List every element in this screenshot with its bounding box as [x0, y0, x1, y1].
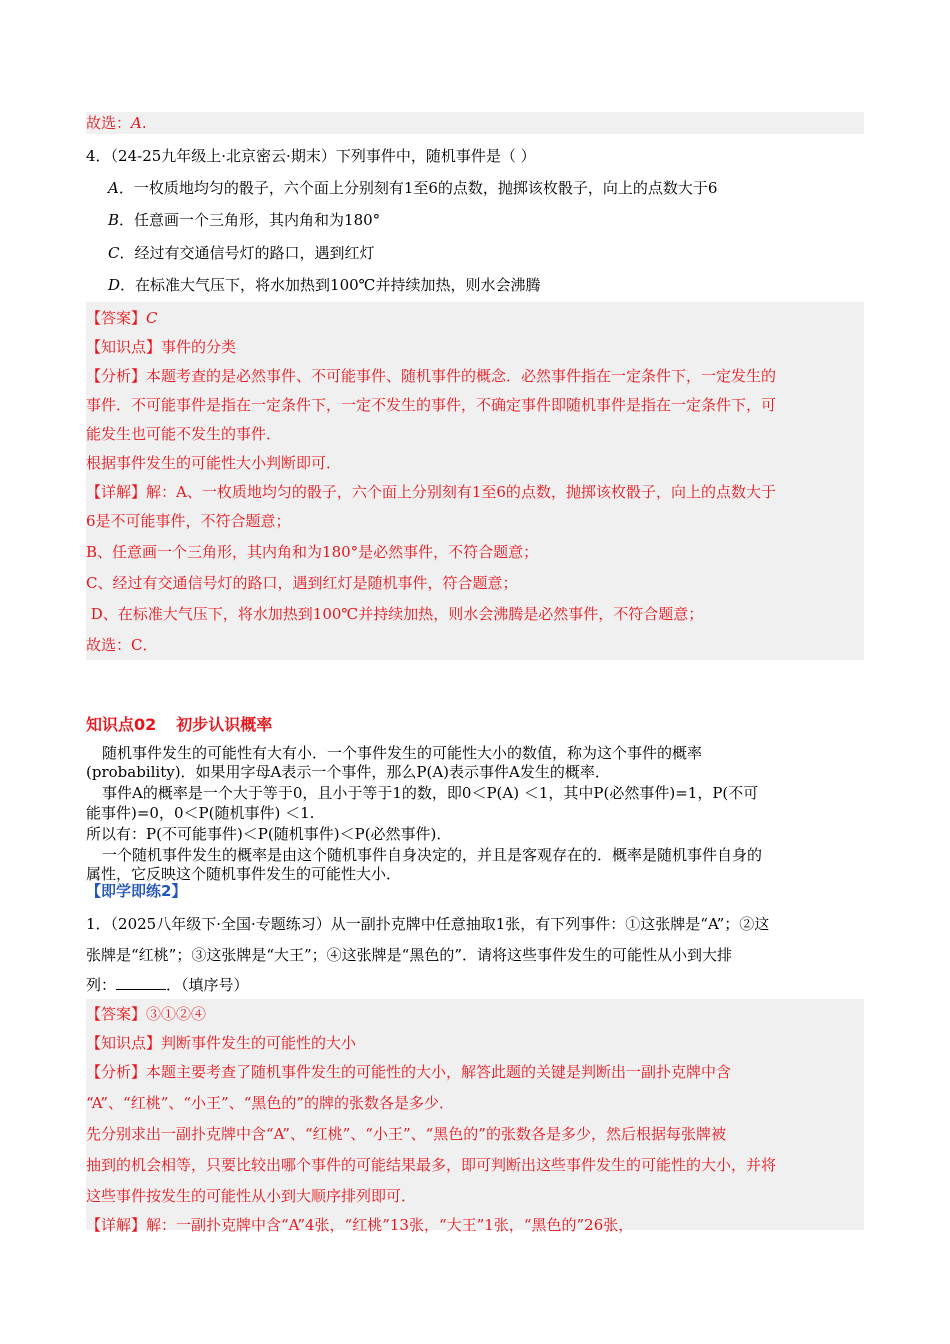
prev-answer-label: 故选： [86, 114, 132, 132]
question-text: 张牌是“红桃”；③这张牌是“大王”；④这张牌是“黑色的”．请将这些事件发生的可能性从小到大排 [86, 946, 733, 964]
kp-value: 事件的分类 [161, 338, 237, 356]
section-paragraph-line: 能事件)=0，0＜P(随机事件) ＜1. [86, 804, 315, 822]
option-a [108, 178, 717, 198]
section-paragraph-line: 所以有：P(不可能事件)＜P(随机事件)＜P(必然事件)． [86, 825, 452, 843]
answer-value: ③①②④ [146, 1005, 207, 1023]
detail-text: D、在标准大气压下，将水加热到100℃并持续加热，则水会沸腾是必然事件，不符合题意； [86, 605, 704, 623]
section-paragraph-line: (probability)．如果用字母A表示一个事件，那么P(A)表示事件A发生的概率． [86, 763, 610, 781]
answer-blank[interactable] [116, 975, 166, 990]
detail-row [86, 1211, 864, 1240]
analysis-label: 【分析】 [86, 1063, 147, 1081]
option-letter: D [108, 276, 121, 294]
kp-label: 【知识点】 [86, 1034, 162, 1052]
question-number: 1． [86, 915, 111, 933]
option-b [108, 210, 380, 230]
answer-label: 【答案】 [86, 309, 147, 327]
answer-label: 【答案】 [86, 1005, 147, 1023]
answer-row [86, 1000, 864, 1029]
option-text: ．任意画一个三角形，其内角和为180° [119, 211, 381, 229]
question-text: ．（填序号） [166, 976, 249, 994]
detail-text: C、经过有交通信号灯的路口，遇到红灯是随机事件，符合题意； [86, 574, 518, 592]
question-1-line [86, 914, 769, 934]
detail-text: 解：A、一枚质地均匀的骰子，六个面上分别刻有1至6的点数，抛掷该枚骰子，向上的点数大于 [146, 483, 776, 501]
option-d [108, 275, 540, 295]
option-letter: A [108, 179, 119, 197]
analysis-text: 事件．不可能事件是指在一定条件下，一定不发生的事件，不确定事件即随机事件是指在一定条件下，可 [86, 396, 777, 414]
detail-label: 【详解】 [86, 1216, 147, 1234]
knowledge-point-row [86, 333, 864, 362]
analysis-label: 【分析】 [86, 367, 147, 385]
answer-row [86, 304, 864, 333]
option-text: ．一枚质地均匀的骰子，六个面上分别刻有1至6的点数，抛掷该枚骰子，向上的点数大于6 [118, 179, 718, 197]
detail-label: 【详解】 [86, 483, 147, 501]
detail-row [86, 478, 864, 507]
analysis-text: 这些事件按发生的可能性从小到大顺序排列即可． [86, 1187, 417, 1205]
option-text: ．在标准大气压下，将水加热到100℃并持续加热，则水会沸腾 [120, 276, 541, 294]
prev-answer-value: A [131, 114, 142, 132]
kp-label: 【知识点】 [86, 338, 162, 356]
analysis-text: “A”、“红桃”、“小王”、“黑色的”的牌的张数各是多少． [86, 1094, 455, 1112]
option-letter: B [108, 211, 120, 229]
option-letter: C [108, 244, 120, 262]
detail-text: 故选：C． [86, 636, 158, 654]
detail-text: 解：一副扑克牌中含“A”4张，“红桃”13张，“大王”1张，“黑色的”26张， [146, 1216, 634, 1234]
section-title-text: 初步认识概率 [176, 715, 273, 734]
question-1-fill-line [86, 975, 249, 995]
answer-value: C [146, 309, 158, 327]
option-text: ．经过有交通信号灯的路口，遇到红灯 [119, 244, 375, 262]
section-paragraph-line: 随机事件发生的可能性有大有小．一个事件发生的可能性大小的数值，称为这个事件的概率 [102, 744, 703, 762]
question-stem: （24-25九年级上·北京密云·期末）下列事件中，随机事件是（ ） [110, 147, 536, 165]
q4-solution [86, 302, 864, 660]
kp-value: 判断事件发生的可能性的大小 [161, 1034, 357, 1052]
question-text: 列： [86, 976, 117, 994]
section-paragraph-line: 属性，它反映这个随机事件发生的可能性大小． [86, 865, 402, 883]
analysis-text: 根据事件发生的可能性大小判断即可． [86, 454, 342, 472]
analysis-text: 本题考查的是必然事件、不可能事件、随机事件的概念．必然事件指在一定条件下，一定发生的 [146, 367, 777, 385]
analysis-row [86, 1058, 864, 1087]
q1-solution [86, 999, 864, 1234]
question-number: 4． [86, 147, 111, 165]
knowledge-point-row [86, 1029, 864, 1058]
option-c [108, 243, 375, 263]
prev-answer-tail: . [141, 114, 147, 132]
analysis-text: 本题主要考查了随机事件发生的可能性的大小，解答此题的关键是判断出一副扑克牌中含 [146, 1063, 732, 1081]
analysis-text: 抽到的机会相等，只要比较出哪个事件的可能结果最多，即可判断出这些事件发生的可能性的大小，并将 [86, 1156, 777, 1174]
practice-label: 【即学即练2】 [86, 882, 187, 900]
section-title [86, 712, 272, 735]
detail-text: B、任意画一个三角形，其内角和为180°是必然事件，不符合题意； [86, 543, 539, 561]
detail-text: 6是不可能事件，不符合题意； [86, 512, 291, 530]
section-paragraph-line: 一个随机事件发生的概率是由这个随机事件自身决定的，并且是客观存在的．概率是随机事件自身的 [102, 846, 763, 864]
analysis-text: 先分别求出一副扑克牌中含“A”、“红桃”、“小王”、“黑色的”的张数各是多少，然后根据每张牌被 [86, 1125, 726, 1143]
section-number: 知识点02 [86, 715, 157, 734]
question-text: （2025八年级下·全国·专题练习）从一副扑克牌中任意抽取1张，有下列事件：①这张牌是“A”；②这 [110, 915, 770, 933]
prev-answer [86, 112, 864, 134]
analysis-row [86, 362, 864, 391]
question-4-stem [86, 146, 536, 166]
analysis-text: 能发生也可能不发生的事件． [86, 425, 282, 443]
section-paragraph-line: 事件A的概率是一个大于等于0，且小于等于1的数，即0＜P(A) ＜1，其中P(必然事件)=1，P(不可 [102, 784, 759, 802]
